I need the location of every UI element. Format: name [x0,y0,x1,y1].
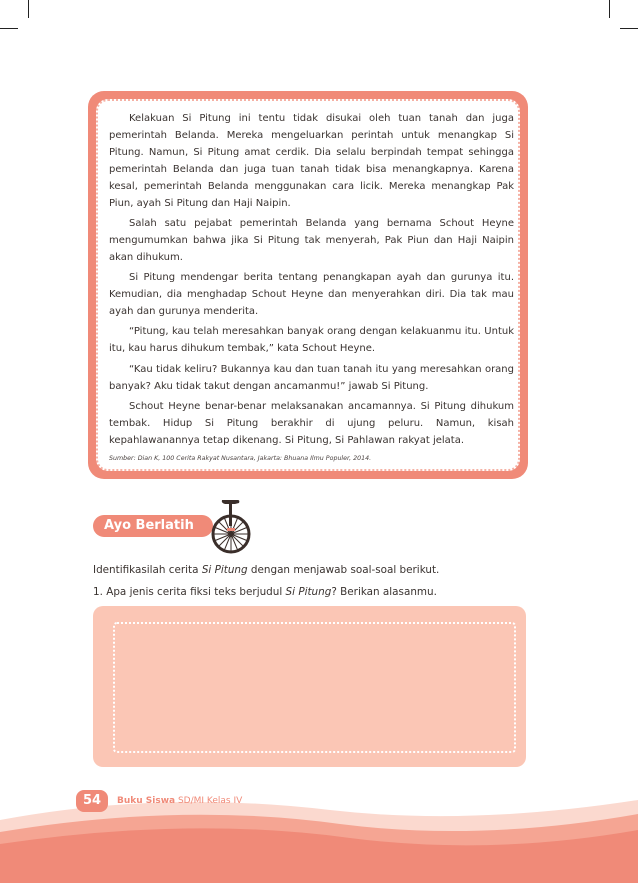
crop-mark [620,28,638,29]
answer-box-inner [113,622,516,753]
unicycle-icon [200,494,262,556]
story-paragraph: Si Pitung mendengar berita tentang penangkapan ayah dan gurunya itu. Kemudian, dia menghadap Schout Heyne dan menyerahkan diri. Dia tak mau ayah dan gurunya menderita. [109,272,514,317]
answer-box[interactable] [93,606,526,767]
story-source: Sumber: Dian K, 100 Cerita Rakyat Nusantara, Jakarta: Bhuana Ilmu Populer, 2014. [109,455,372,462]
crop-mark [0,28,18,29]
section-label: Ayo Berlatih [93,515,213,537]
instruction-title: Si Pitung [201,564,248,576]
crop-mark [28,0,29,18]
book-title-bold: Buku Siswa [117,796,176,806]
book-title-rest: SD/MI Kelas IV [175,796,243,806]
crop-mark [609,0,610,18]
question-1-title: Si Pitung [285,586,332,598]
page-number: 54 [76,790,108,812]
story-paragraph: Kelakuan Si Pitung ini tentu tidak disukai oleh tuan tanah dan juga pemerintah Belanda. Mereka mengeluarkan perintah untuk menangkap Si Pitung. Namun, Si Pitung amat cerdik. Dia selalu berpindah tempat sehingga pemerintah Belanda dan juga tuan tanah tidak bisa menangkapnya. Karena kesal, pemerintah Belanda menggunakan cara licik. Mereka menangkap Pak Piun, ayah Si Pitung dan Haji Naipin. [109,113,514,209]
story-paragraph: Salah satu pejabat pemerintah Belanda yang bernama Schout Heyne mengumumkan bahwa jika Si Pitung tak menyerah, Pak Piun dan Haji Naipin akan dihukum. [109,217,514,263]
story-paragraph: Schout Heyne benar-benar melaksanakan ancamannya. Si Pitung dihukum tembak. Hidup Si Pitung berakhir di ujung peluru. Namun, kisah kepahlawanannya tetap dikenang. Si Pitung, Si Pahlawan rakyat jelata. [109,401,514,446]
question-1 [93,585,523,599]
instruction-suffix: dengan menjawab soal-soal berikut. [247,564,440,576]
book-title [117,796,242,806]
instruction [93,563,523,577]
story-paragraph: “Pitung, kau telah meresahkan banyak orang dengan kelakuanmu itu. Untuk itu, kau harus dihukum tembak,” kata Schout Heyne. [109,326,514,355]
instruction-prefix: Identifikasilah cerita [93,564,202,576]
story-text [109,111,514,453]
story-paragraph: “Kau tidak keliru? Bukannya kau dan tuan tanah itu yang meresahkan orang banyak? Aku tidak takut dengan ancamanmu!” jawab Si Pitung. [109,363,514,392]
question-1-prefix: 1. Apa jenis cerita fiksi teks berjudul [93,586,286,598]
question-1-suffix: ? Berikan alasanmu. [331,586,437,598]
